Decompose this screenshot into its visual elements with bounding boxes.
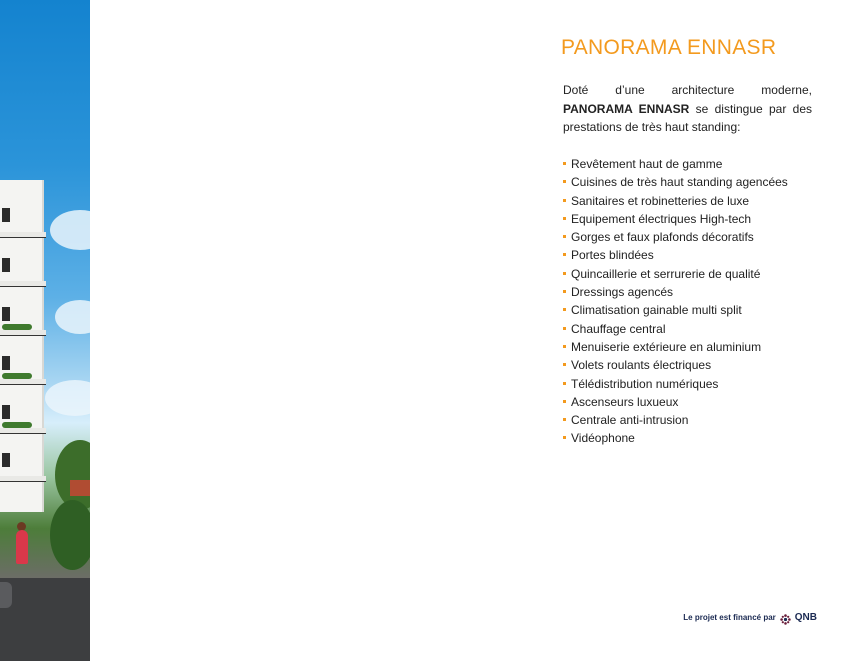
intro-text-end: se distingue par des prestations de très haut standing:	[563, 101, 812, 134]
feature-label: Vidéophone	[571, 431, 635, 446]
feature-label: Centrale anti-intrusion	[571, 413, 689, 428]
feature-item	[563, 393, 788, 411]
financing-note: Le projet est financé par	[683, 613, 776, 622]
feature-label: Dressings agencés	[571, 285, 674, 300]
bullet-icon	[563, 272, 566, 275]
bullet-icon	[563, 418, 566, 421]
feature-item	[563, 429, 788, 447]
bullet-icon	[563, 436, 566, 439]
qnb-logo-icon	[780, 612, 791, 623]
feature-item	[563, 265, 788, 283]
feature-label: Equipement électriques High-tech	[571, 211, 752, 226]
building-photo	[0, 0, 90, 661]
qnb-brand: QNB	[794, 612, 817, 623]
bullet-icon	[563, 290, 566, 293]
feature-label: Ascenseurs luxueux	[571, 394, 679, 409]
feature-label: Télédistribution numériques	[571, 376, 719, 391]
feature-label: Cuisines de très haut standing agencées	[571, 175, 788, 190]
feature-item	[563, 301, 788, 319]
feature-label: Portes blindées	[571, 248, 654, 263]
feature-item	[563, 155, 788, 173]
bullet-icon	[563, 253, 566, 256]
bullet-icon	[563, 382, 566, 385]
bullet-icon	[563, 308, 566, 311]
feature-label: Volets roulants électriques	[571, 358, 712, 373]
bullet-icon	[563, 345, 566, 348]
bullet-icon	[563, 400, 566, 403]
feature-item	[563, 173, 788, 191]
feature-item	[563, 320, 788, 338]
feature-label: Sanitaires et robinetteries de luxe	[571, 193, 750, 208]
feature-label: Climatisation gainable multi split	[571, 303, 742, 318]
page-title: PANORAMA ENNASR	[561, 36, 777, 59]
bullet-icon	[563, 363, 566, 366]
feature-label: Chauffage central	[571, 321, 666, 336]
financing-footer	[683, 612, 817, 623]
features-list	[563, 155, 788, 448]
bullet-icon	[563, 199, 566, 202]
feature-label: Revêtement haut de gamme	[571, 157, 723, 171]
bullet-icon	[563, 162, 566, 165]
bullet-icon	[563, 327, 566, 330]
intro-project-name: PANORAMA ENNASR	[563, 101, 690, 116]
feature-item	[563, 228, 788, 246]
bullet-icon	[563, 180, 566, 183]
feature-item	[563, 356, 788, 374]
intro-paragraph	[563, 81, 812, 137]
feature-label: Gorges et faux plafonds décoratifs	[571, 230, 754, 245]
feature-label: Quincaillerie et serrurerie de qualité	[571, 266, 761, 281]
intro-text-start: Doté d’une architecture moderne,	[563, 83, 812, 97]
feature-item	[563, 246, 788, 264]
feature-item	[563, 411, 788, 429]
feature-item	[563, 338, 788, 356]
bullet-icon	[563, 217, 566, 220]
feature-item	[563, 283, 788, 301]
feature-item	[563, 192, 788, 210]
feature-item	[563, 210, 788, 228]
feature-label: Menuiserie extérieure en aluminium	[571, 339, 762, 354]
bullet-icon	[563, 235, 566, 238]
feature-item	[563, 375, 788, 393]
